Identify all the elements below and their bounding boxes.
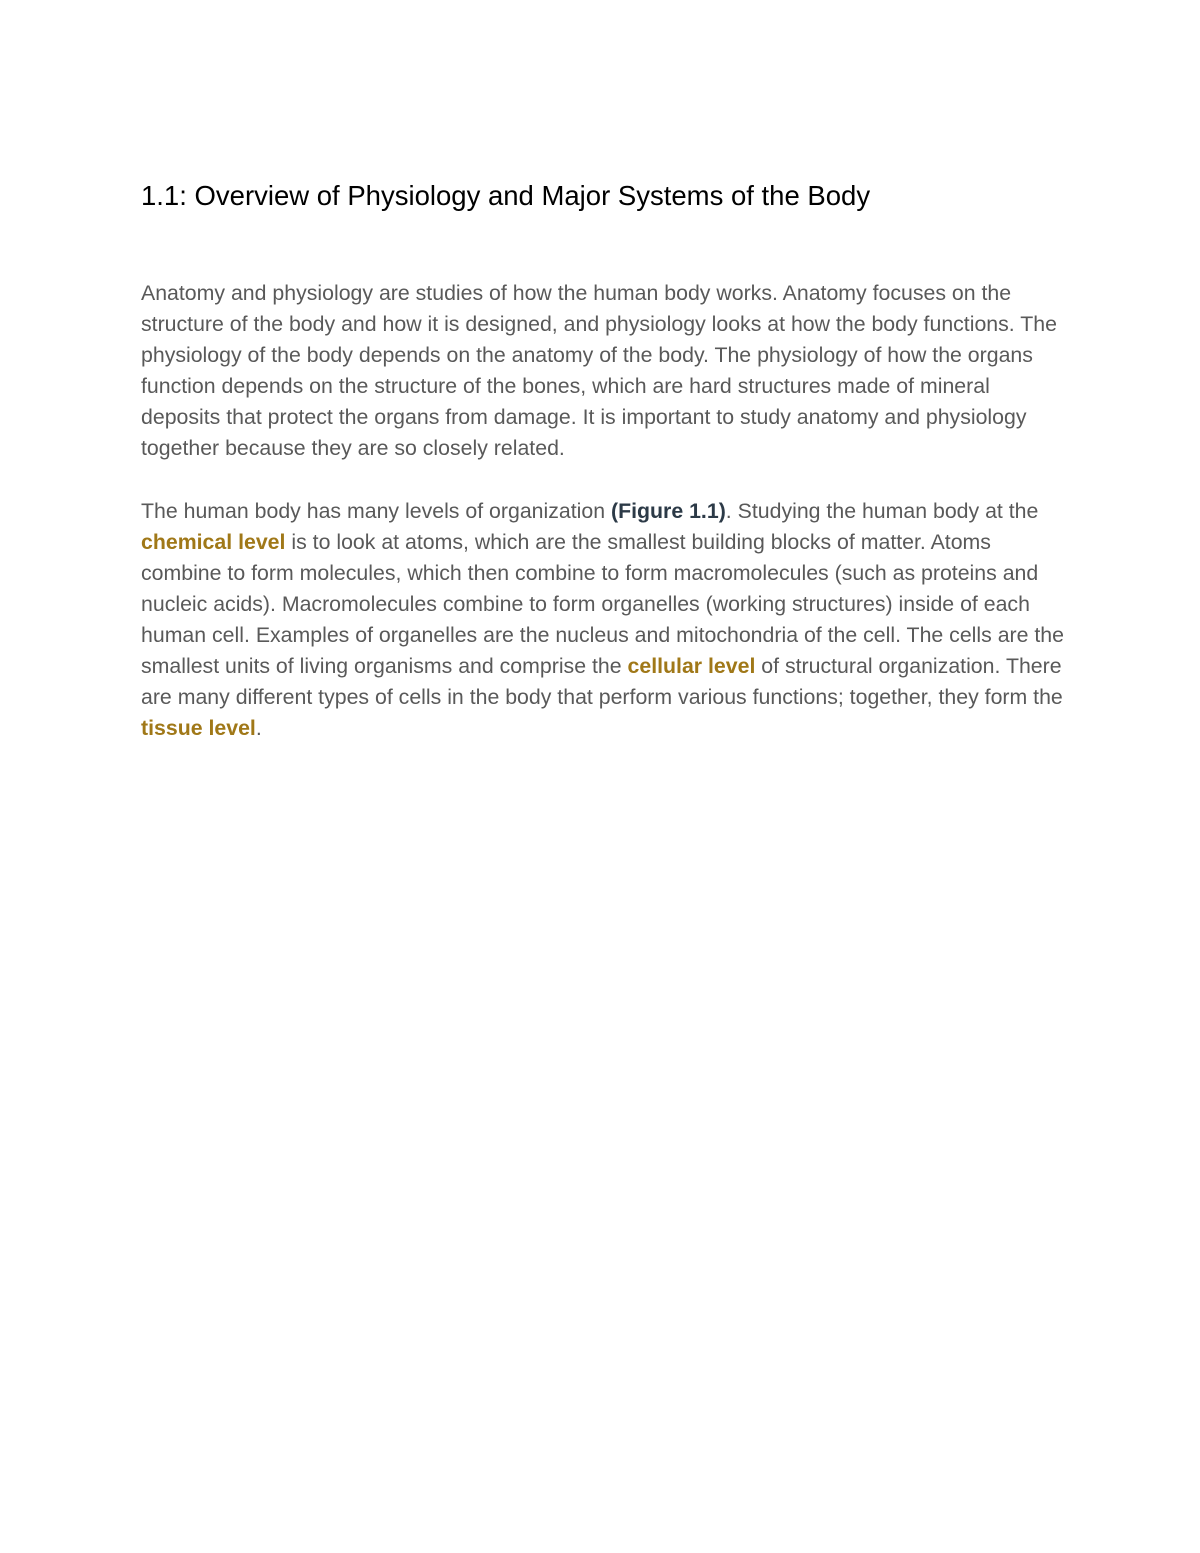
document-title: 1.1: Overview of Physiology and Major Systems of the Body (141, 180, 871, 211)
paragraph-text: . (255, 716, 262, 741)
paragraph-text: of structural organization. There are many different types of cells in the body that perform various functions; together, they form the (141, 654, 1063, 710)
key-term-tissue-level: tissue level (141, 716, 256, 741)
key-term-chemical-level: chemical level (141, 529, 286, 554)
document-content (141, 178, 1066, 744)
figure-reference-link[interactable]: (Figure 1.1) (611, 498, 726, 523)
paragraph-text: . Studying the human body at the (725, 498, 1039, 523)
paragraph-text: The human body has many levels of organization (141, 498, 611, 523)
paragraph-anatomy-physiology: Anatomy and physiology are studies of how the human body works. Anatomy focuses on the structure of the body and how it is designed, and physiology looks at how the body functions. The physiology of the body depends on the anatomy of the body. The physiology of how the organs function depends on the structure of the bones, which are hard structures made of mineral deposits that protect the organs from damage. It is important to study anatomy and physiology together because they are so closely related. (141, 281, 1057, 461)
paragraph-levels-of-organization (141, 496, 1066, 745)
paragraph-text: is to look at atoms, which are the smallest building blocks of matter. Atoms combine to form molecules, which then combine to form macromolecules (such as proteins and nucleic acids). Macromolecules combine to form organelles (working structures) inside of each human cell. Examples of organelles are the nucleus and mitochondria of the cell. The cells are the smallest units of living organisms and comprise the (141, 529, 1064, 679)
key-term-cellular-level: cellular level (627, 654, 756, 679)
